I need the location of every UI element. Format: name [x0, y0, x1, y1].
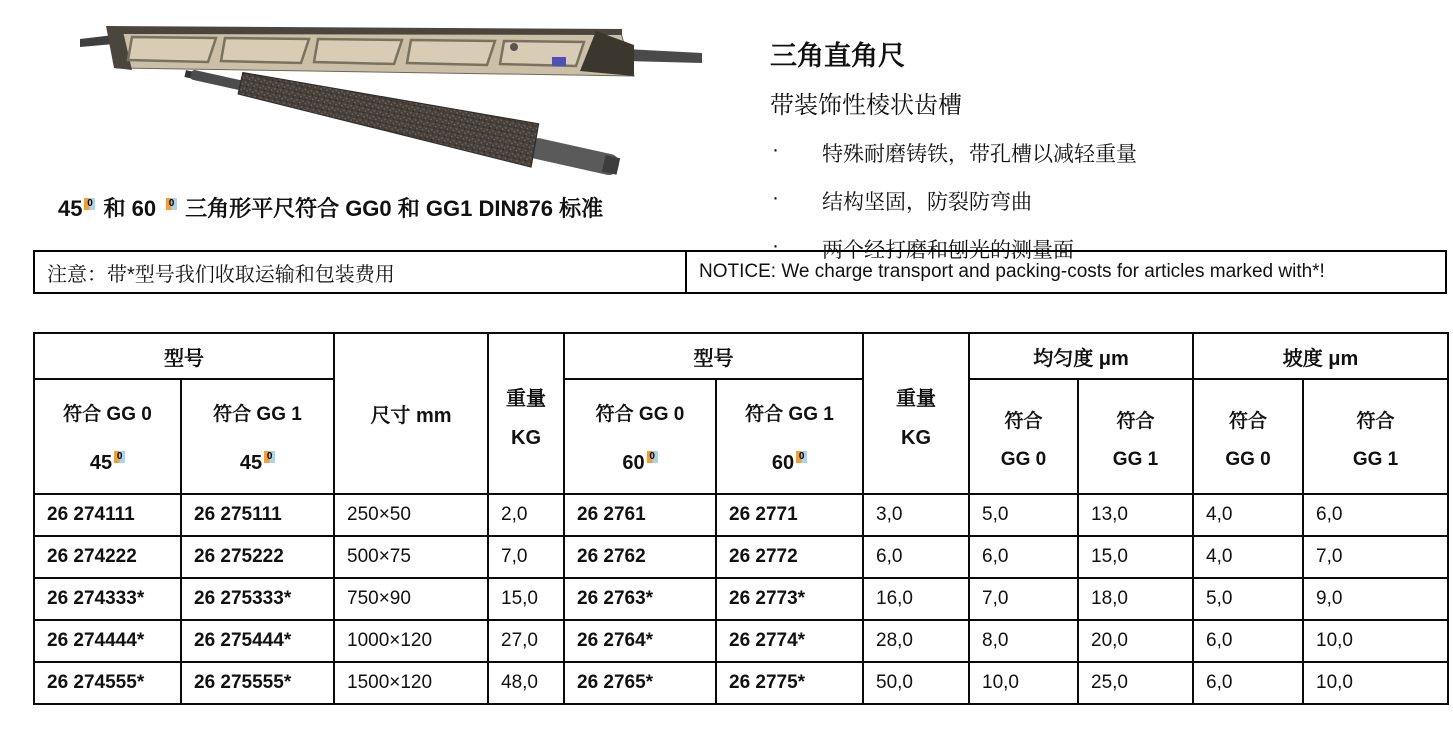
table-cell: 26 275555* — [181, 662, 334, 704]
degree-icon: 0 — [796, 451, 807, 463]
straightedge-top — [80, 26, 702, 76]
table-cell: 26 2761 — [564, 494, 716, 536]
angle-value: 60 0 — [566, 452, 714, 475]
table-cell: 26 275111 — [181, 494, 334, 536]
table-cell: 6,0 — [1193, 662, 1303, 704]
col-label: 符合 — [1116, 411, 1155, 432]
table-cell: 25,0 — [1078, 662, 1193, 704]
table-cell: 48,0 — [488, 662, 564, 704]
caption-angle-45: 45 — [58, 196, 83, 221]
notice-zh: 注意：带*型号我们收取运输和包装费用 — [35, 252, 687, 292]
table-row — [34, 578, 1448, 620]
table-cell: 7,0 — [969, 578, 1078, 620]
col-label: 符合 GG 1 — [745, 403, 834, 425]
spec-table-wrapper — [33, 332, 1447, 705]
col-label: GG 0 — [1000, 449, 1047, 470]
table-cell: 6,0 — [863, 536, 969, 578]
angle-value: 60 0 — [718, 452, 861, 475]
bullet-icon: · — [772, 186, 779, 209]
table-cell: 16,0 — [863, 578, 969, 620]
col-label: 符合 GG 1 — [213, 403, 302, 425]
weight-line2: KG — [901, 426, 931, 449]
table-cell: 6,0 — [1193, 620, 1303, 662]
table-cell: 15,0 — [1078, 536, 1193, 578]
product-caption — [58, 192, 611, 223]
col-gg1-60 — [716, 379, 863, 494]
col-gg0-60 — [564, 379, 716, 494]
bullet-text: 结构坚固，防裂防弯曲 — [822, 191, 1032, 214]
table-cell: 7,0 — [1303, 536, 1448, 578]
table-cell: 26 275333* — [181, 578, 334, 620]
degree-icon: 0 — [84, 198, 95, 210]
table-cell: 250×50 — [334, 494, 488, 536]
col-label: GG 1 — [1112, 449, 1159, 470]
header-sub-row — [34, 379, 1448, 494]
col-label: GG 0 — [1225, 449, 1271, 470]
group-slope: 坡度 μm — [1193, 333, 1448, 379]
bullet-text: 两个经打磨和刨光的测量面 — [822, 239, 1074, 262]
table-cell: 5,0 — [969, 494, 1078, 536]
description-block — [770, 34, 1450, 264]
table-cell: 6,0 — [969, 536, 1078, 578]
table-cell: 18,0 — [1078, 578, 1193, 620]
table-cell: 10,0 — [1303, 662, 1448, 704]
table-cell: 26 275444* — [181, 620, 334, 662]
bullet-icon: · — [772, 138, 779, 161]
bullet-icon: · — [772, 234, 779, 257]
col-label: 符合 — [1356, 411, 1395, 432]
table-row — [34, 494, 1448, 536]
degree-icon: 0 — [647, 451, 658, 463]
table-cell: 26 2764* — [564, 620, 716, 662]
group-model-left: 型号 — [34, 333, 334, 379]
col-gg1-45 — [181, 379, 334, 494]
table-cell: 2,0 — [488, 494, 564, 536]
col-gg0-45 — [34, 379, 181, 494]
table-cell: 15,0 — [488, 578, 564, 620]
col-label: GG 1 — [1352, 449, 1399, 470]
table-cell: 26 2763* — [564, 578, 716, 620]
table-cell: 26 274333* — [34, 578, 181, 620]
table-cell: 26 2762 — [564, 536, 716, 578]
col-uni-gg1 — [1078, 379, 1193, 494]
table-cell: 4,0 — [1193, 536, 1303, 578]
col-weight-right — [863, 333, 969, 494]
table-cell: 7,0 — [488, 536, 564, 578]
table-cell: 5,0 — [1193, 578, 1303, 620]
col-label: 符合 — [1229, 411, 1268, 432]
table-cell: 26 274444* — [34, 620, 181, 662]
header-group-row — [34, 333, 1448, 379]
spec-table — [33, 332, 1449, 705]
angle-value: 45 0 — [36, 452, 179, 475]
brand-label — [552, 57, 566, 66]
col-label: 符合 GG 0 — [595, 403, 685, 425]
col-label: 符合 GG 0 — [63, 403, 152, 425]
table-cell: 8,0 — [969, 620, 1078, 662]
table-cell: 26 274111 — [34, 494, 181, 536]
table-cell: 26 2773* — [716, 578, 863, 620]
product-photo — [40, 0, 730, 182]
col-label: 符合 — [1004, 411, 1043, 432]
angle-value: 45 0 — [183, 452, 332, 475]
table-row — [34, 662, 1448, 704]
table-cell: 26 274222 — [34, 536, 181, 578]
feature-bullet — [770, 186, 1450, 216]
degree-icon: 0 — [264, 451, 275, 463]
col-weight-left — [488, 333, 564, 494]
table-cell: 26 2771 — [716, 494, 863, 536]
table-cell: 3,0 — [863, 494, 969, 536]
group-model-right: 型号 — [564, 333, 863, 379]
table-cell: 10,0 — [1303, 620, 1448, 662]
table-cell: 750×90 — [334, 578, 488, 620]
table-cell: 4,0 — [1193, 494, 1303, 536]
notice-bar — [33, 250, 1447, 294]
col-slope-gg0 — [1193, 379, 1303, 494]
table-cell: 10,0 — [969, 662, 1078, 704]
weight-line2: KG — [511, 426, 541, 449]
table-cell: 500×75 — [334, 536, 488, 578]
degree-icon: 0 — [114, 451, 125, 463]
table-cell: 20,0 — [1078, 620, 1193, 662]
table-cell: 1000×120 — [334, 620, 488, 662]
caption-mid: 和 60 — [103, 196, 157, 221]
table-cell: 26 2772 — [716, 536, 863, 578]
col-size: 尺寸 mm — [334, 333, 488, 494]
bullet-text: 特殊耐磨铸铁，带孔槽以减轻重量 — [822, 143, 1137, 166]
table-cell: 28,0 — [863, 620, 969, 662]
table-cell: 26 2775* — [716, 662, 863, 704]
degree-icon: 0 — [166, 198, 177, 210]
table-cell: 13,0 — [1078, 494, 1193, 536]
table-cell: 6,0 — [1303, 494, 1448, 536]
table-cell: 50,0 — [863, 662, 969, 704]
group-uniformity: 均匀度 μm — [969, 333, 1193, 379]
page-subtitle: 带装饰性棱状齿槽 — [770, 92, 962, 119]
weight-line1: 重量 — [896, 387, 936, 410]
feature-bullet — [770, 138, 1450, 168]
col-slope-gg1 — [1303, 379, 1448, 494]
table-row — [34, 620, 1448, 662]
page-title: 三角直角尺 — [770, 41, 905, 71]
table-cell: 26 2774* — [716, 620, 863, 662]
table-cell: 9,0 — [1303, 578, 1448, 620]
weight-line1: 重量 — [506, 387, 546, 410]
table-cell: 26 274555* — [34, 662, 181, 704]
col-uni-gg0 — [969, 379, 1078, 494]
caption-rest: 三角形平尺符合 GG0 和 GG1 DIN876 标准 — [185, 196, 604, 221]
table-cell: 27,0 — [488, 620, 564, 662]
table-cell: 1500×120 — [334, 662, 488, 704]
notice-en: NOTICE: We charge transport and packing-costs for articles marked with*! — [699, 261, 1325, 282]
table-cell: 26 2765* — [564, 662, 716, 704]
table-cell: 26 275222 — [181, 536, 334, 578]
table-row — [34, 536, 1448, 578]
